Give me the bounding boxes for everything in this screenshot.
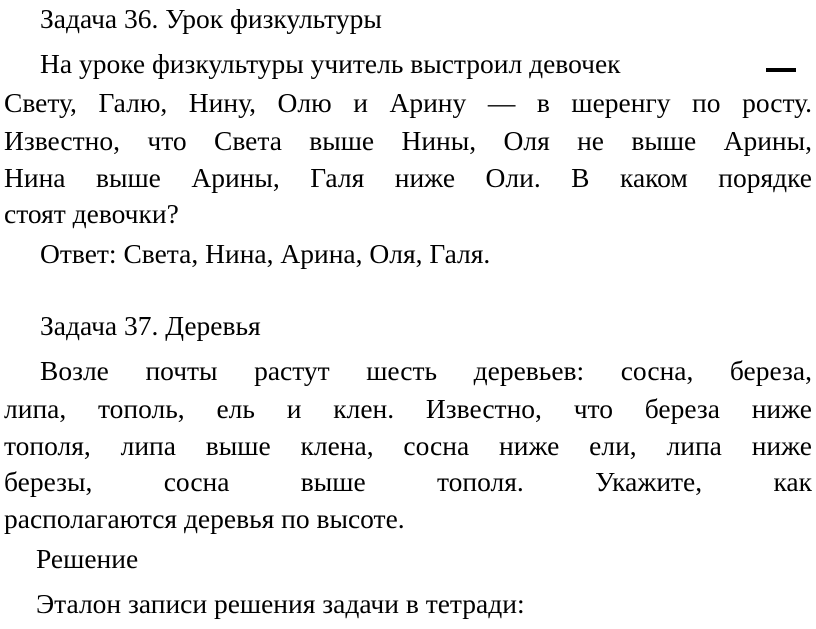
problem-36-line-2: Свету, Галю, Нину, Олю и Арину — в шеренгу по росту. xyxy=(4,87,812,118)
problem-36-answer: Ответ: Света, Нина, Арина, Оля, Галя. xyxy=(40,238,491,269)
notebook-line: Эталон записи решения задачи в тетради: xyxy=(36,588,525,619)
solution-heading: Решение xyxy=(36,543,139,574)
problem-37-line-5: располагаются деревья по высоте. xyxy=(4,503,405,534)
problem-36-line-4: Нина выше Арины, Галя ниже Оли. В каком порядке xyxy=(4,162,812,193)
dash-mark xyxy=(766,68,796,72)
problem-36-line-1: На уроке физкультуры учитель выстроил девочек xyxy=(40,48,621,79)
problem-36-line-5: стоят девочки? xyxy=(4,198,179,229)
problem-37-line-2: липа, тополь, ель и клен. Известно, что береза ниже xyxy=(4,393,812,424)
problem-37-line-1: Возле почты растут шесть деревьев: сосна, береза, xyxy=(40,355,812,386)
problem-37-line-4: березы, сосна выше тополя. Укажите, как xyxy=(4,466,812,497)
problem-37-title: Задача 37. Деревья xyxy=(40,310,261,341)
problem-37-line-3: тополя, липа выше клена, сосна ниже ели, липа ниже xyxy=(4,430,812,461)
problem-36-title: Задача 36. Урок физкультуры xyxy=(40,3,382,34)
problem-36-line-3: Известно, что Света выше Нины, Оля не выше Арины, xyxy=(4,125,812,156)
